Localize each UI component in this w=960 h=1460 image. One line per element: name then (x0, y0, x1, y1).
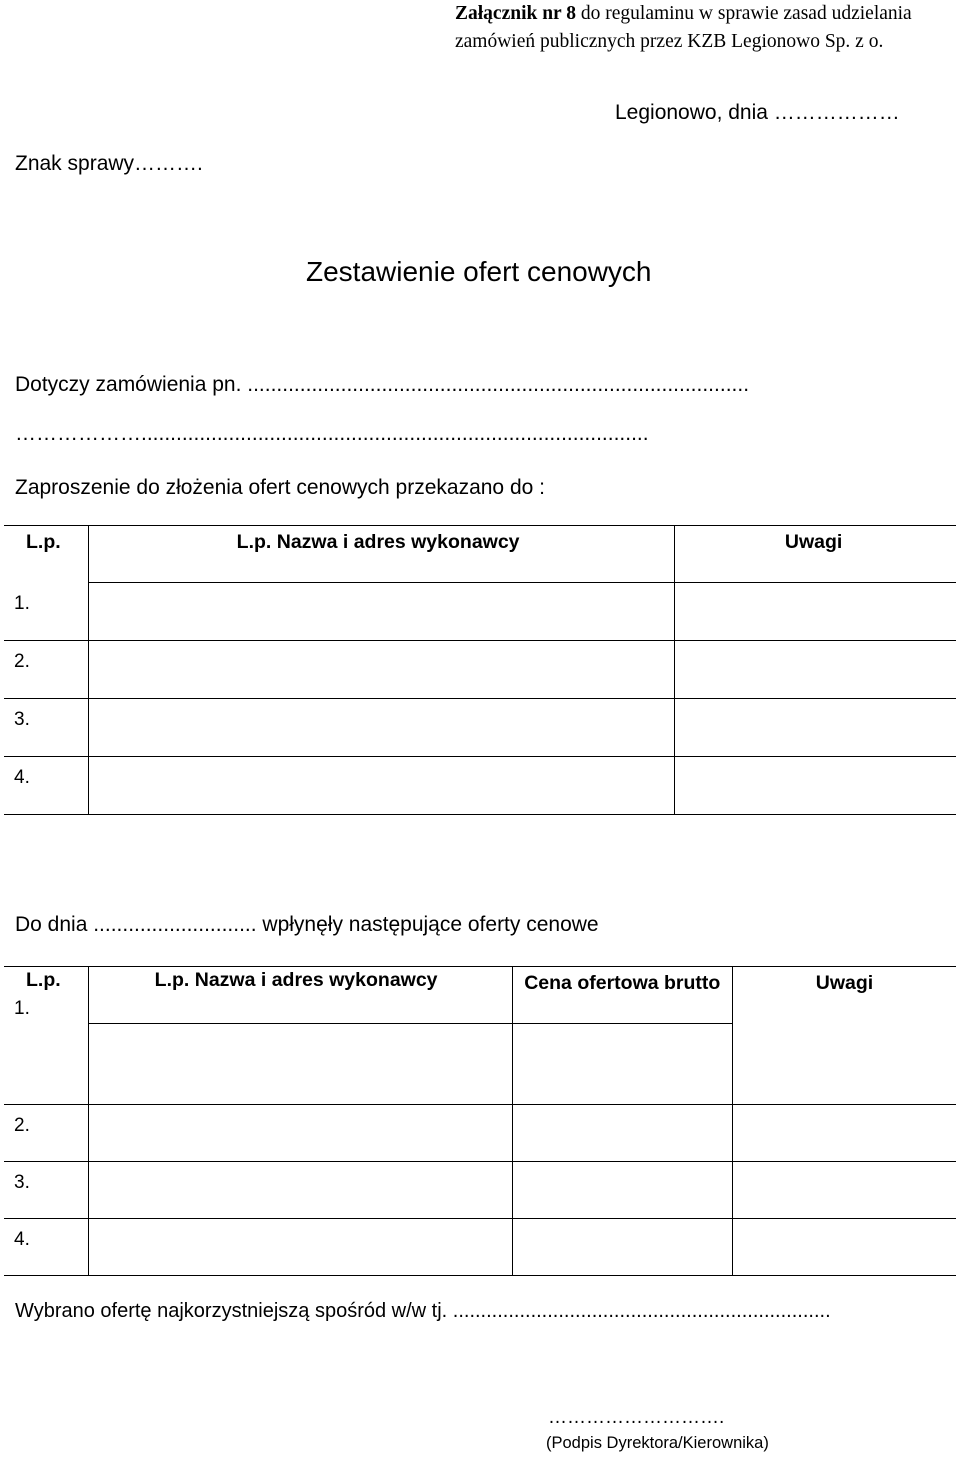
column-header-price: Cena ofertowa brutto (524, 972, 721, 994)
offers-table (4, 966, 956, 1276)
column-header-contractor: L.p. Nazwa i adres wykonawcy (236, 531, 520, 553)
contractor-cell[interactable] (88, 1161, 512, 1218)
table-header-row (4, 526, 956, 583)
price-cell[interactable] (512, 1161, 732, 1218)
annex-number: Załącznik nr 8 (455, 3, 576, 24)
signature-label: (Podpis Dyrektora/Kierownika) (546, 1434, 769, 1452)
price-cell[interactable] (512, 1023, 732, 1104)
price-cell[interactable] (512, 1218, 732, 1275)
row-number: 3. (14, 1171, 30, 1193)
table-header-row (4, 967, 956, 1024)
table-row (4, 1104, 956, 1161)
column-header-remarks: Uwagi (784, 531, 843, 553)
annex-note-line2: zamówień publicznych przez KZB Legionowo Sp. z o. (455, 31, 884, 52)
remarks-cell[interactable] (733, 1104, 957, 1161)
column-header-remarks: Uwagi (815, 972, 874, 994)
remarks-cell[interactable] (674, 699, 956, 757)
row-number: 1. (14, 998, 30, 1019)
signature-line: ………………………. (548, 1407, 725, 1428)
annex-note-line1: do regulaminu w sprawie zasad udzielania (576, 3, 912, 24)
remarks-cell[interactable] (733, 1023, 957, 1104)
column-header-contractor: L.p. Nazwa i adres wykonawcy (154, 969, 438, 991)
remarks-cell[interactable] (674, 757, 956, 815)
table-row (4, 641, 956, 699)
column-header-lp: L.p. (26, 531, 61, 553)
table-row (4, 583, 956, 641)
row-number: 3. (14, 709, 30, 730)
table-row (4, 1161, 956, 1218)
place-and-date: Legionowo, dnia ……………… (615, 101, 900, 124)
row-number: 4. (14, 767, 30, 788)
case-number: Znak sprawy………. (15, 152, 203, 175)
table-row (4, 1023, 956, 1104)
remarks-cell[interactable] (733, 1161, 957, 1218)
column-header-lp: L.p. (26, 969, 61, 991)
annex-note (455, 0, 955, 56)
contractor-cell[interactable] (88, 699, 674, 757)
invited-contractors-table (4, 525, 956, 815)
contractor-cell[interactable] (88, 641, 674, 699)
received-offers-text: Do dnia ............................ wpłynęły następujące oferty cenowe (15, 913, 599, 936)
table-row (4, 1218, 956, 1275)
contractor-cell[interactable] (88, 1104, 512, 1161)
invitation-text: Zaproszenie do złożenia ofert cenowych przekazano do : (15, 476, 545, 499)
order-subject: Dotyczy zamówienia pn. ...................................................................................... (15, 373, 750, 396)
row-number: 4. (14, 1228, 30, 1250)
table-row (4, 699, 956, 757)
contractor-cell[interactable] (88, 583, 674, 641)
contractor-cell[interactable] (88, 1023, 512, 1104)
contractor-cell[interactable] (88, 757, 674, 815)
table-row (4, 757, 956, 815)
document-title: Zestawienie ofert cenowych (306, 256, 652, 287)
price-cell[interactable] (512, 1104, 732, 1161)
row-number: 1. (14, 592, 30, 614)
selected-offer-text: Wybrano ofertę najkorzystniejszą spośród w/w tj. .................................................................... (15, 1300, 831, 1322)
remarks-cell[interactable] (733, 1218, 957, 1275)
row-number: 2. (14, 651, 30, 672)
remarks-cell[interactable] (674, 641, 956, 699)
row-number: 2. (14, 1114, 30, 1136)
order-subject-continuation: ………………....................................................................................... (15, 422, 649, 445)
contractor-cell[interactable] (88, 1218, 512, 1275)
remarks-cell[interactable] (674, 583, 956, 641)
